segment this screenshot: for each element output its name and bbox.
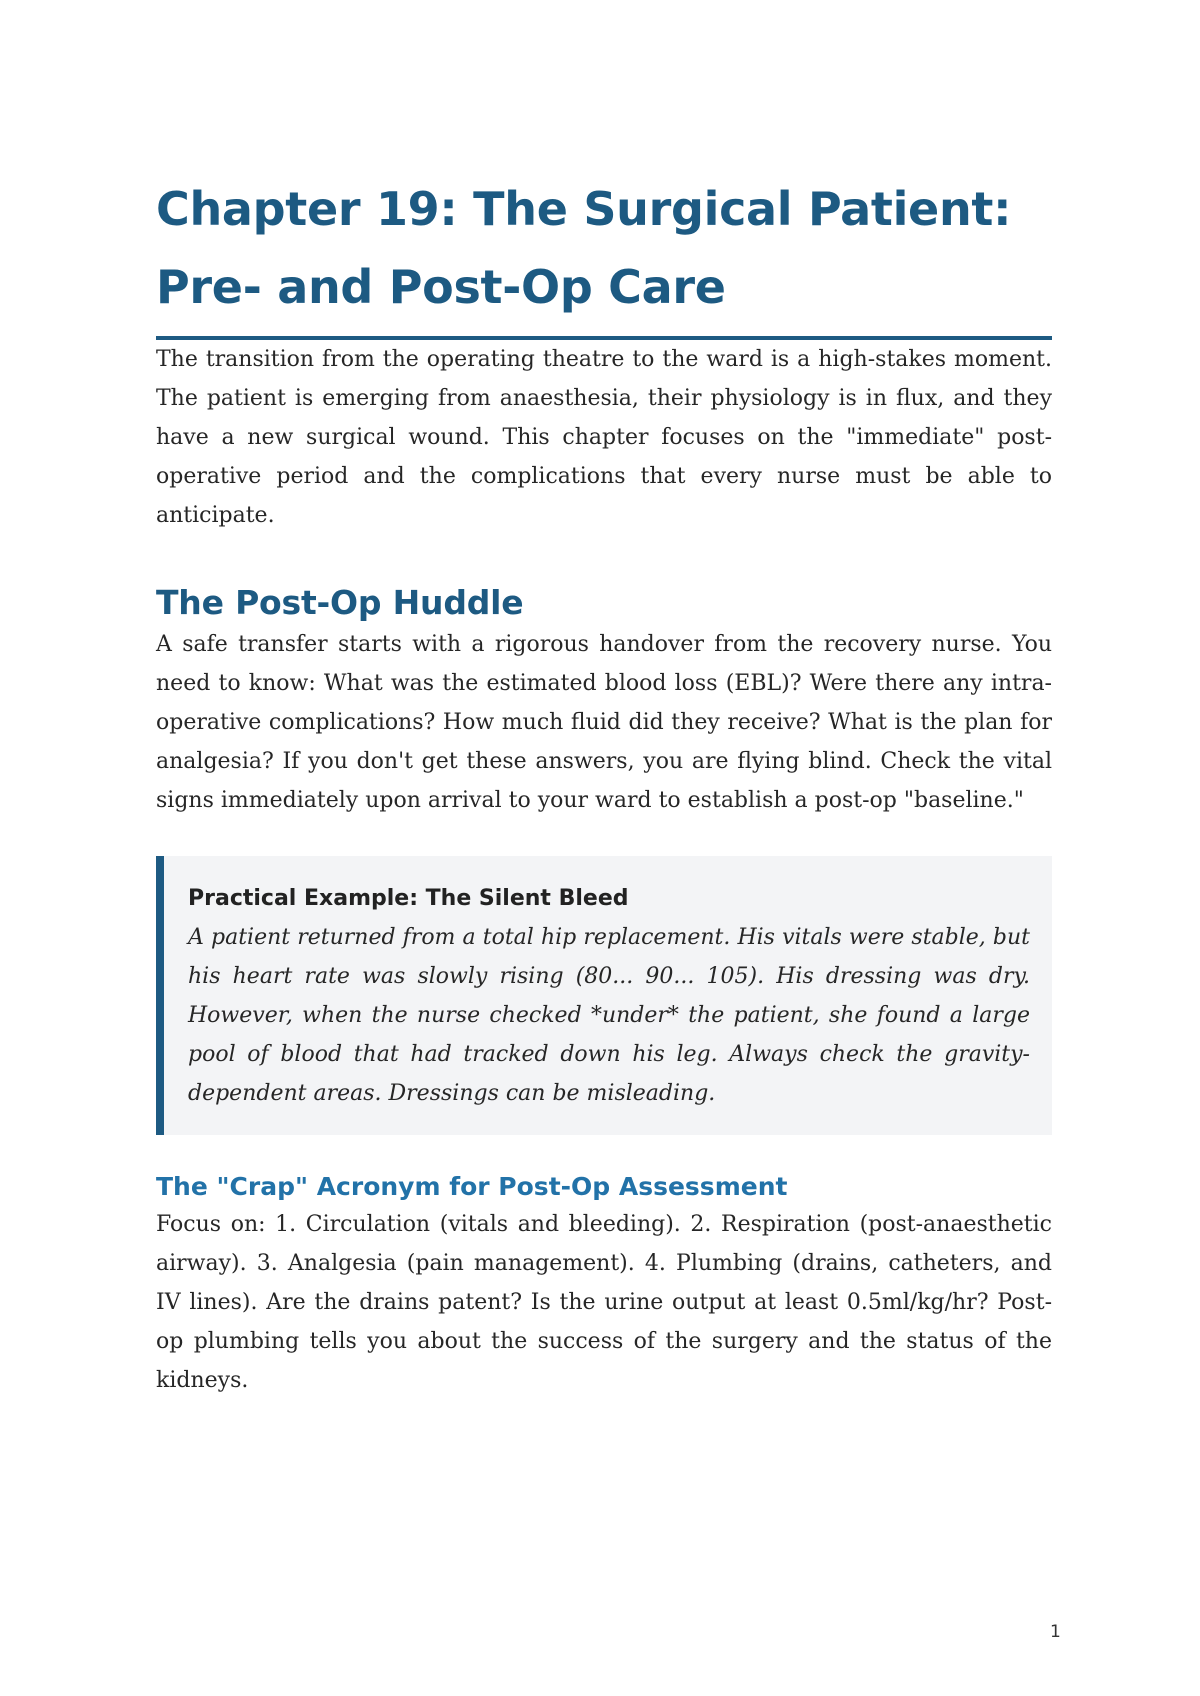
chapter-title-line-1: Chapter 19: The Surgical Patient: [156,182,1012,236]
subsection-heading-crap-acronym: The "Crap" Acronym for Post-Op Assessment [156,1172,788,1201]
page-number: 1 [1050,1622,1061,1642]
chapter-title [156,170,1052,326]
post-op-huddle-paragraph: A safe transfer starts with a rigorous handover from the recovery nurse. You need to know: What was the estimated blood loss (EBL)? Were there any intra-operative complications? How much fluid did they receive? What is the plan for analgesia? If you don't get these answers, you are flying blind. Check the vital signs immediately upon arrival to your ward to establish a post-op "baseline." [156,632,1052,813]
section-heading-post-op-huddle: The Post-Op Huddle [156,583,524,622]
practical-example-callout [156,856,1052,1135]
callout-title: Practical Example: The Silent Bleed [188,886,629,911]
crap-acronym-paragraph: Focus on: 1. Circulation (vitals and bleeding). 2. Respiration (post-anaesthetic airway). 3. Analgesia (pain management). 4. Plumbing (drains, catheters, and IV lines). Are the drains patent? Is the urine output at least 0.5ml/kg/hr? Post-op plumbing tells you about the success of the surgery and the status of the kidneys. [156,1212,1052,1393]
callout-text: A patient returned from a total hip replacement. His vitals were stable, but his heart rate was slowly rising (80... 90... 105). His dressing was dry. However, when the nurse checked *under* the patient, she found a large pool of blood that had tracked down his leg. Always check the gravity-dependent areas. Dressings can be misleading. [188,925,1030,1106]
chapter-title-line-2: Pre- and Post-Op Care [156,260,726,314]
intro-paragraph: The transition from the operating theatre to the ward is a high-stakes moment. The patient is emerging from anaesthesia, their physiology is in flux, and they have a new surgical wound. This chapter focuses on the "immediate" post-operative period and the complications that every nurse must be able to anticipate. [156,347,1052,528]
document-page [156,170,1052,1400]
